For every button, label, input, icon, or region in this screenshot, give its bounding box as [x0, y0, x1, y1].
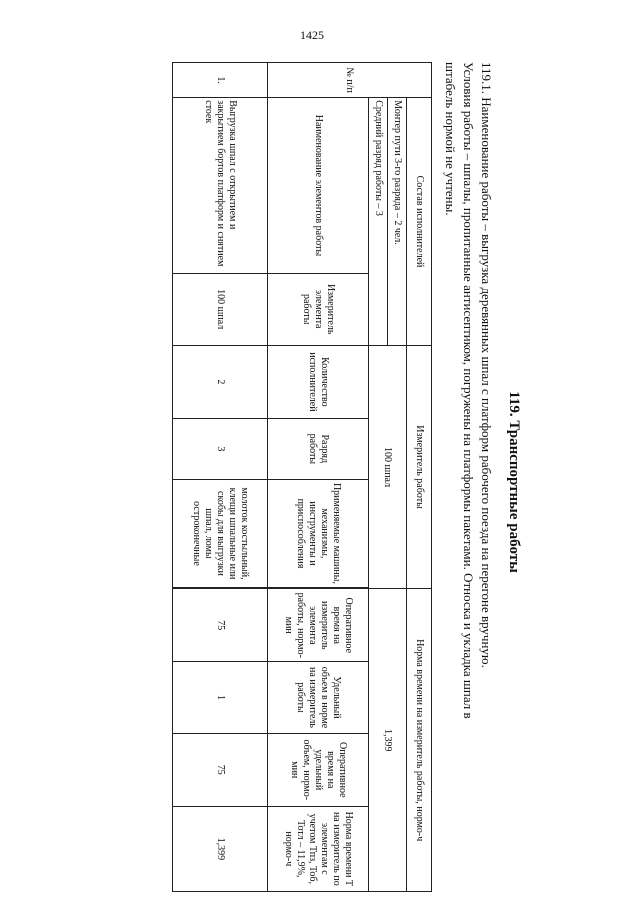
rotated-content [102, 62, 522, 902]
row-op-adj: 75 [173, 733, 268, 806]
hdr-tools: Применяемые машины, механизмы, инструменты и приспособления [268, 479, 369, 588]
hdr-no: № п/п [268, 63, 432, 98]
page-number: 1425 [300, 28, 324, 42]
intro-line-3: штабель нормой не учтены. [443, 62, 458, 216]
hdr-op-adj: Оперативное время на удельный объем, нормо-мин [268, 733, 369, 806]
hdr-norm: Норма времени на измеритель работы, нормо-ч [407, 589, 432, 892]
table-row [173, 63, 268, 892]
norm-table [172, 62, 432, 892]
hdr-op-el: Оперативное время на измеритель элемента работы, нормо-мин [268, 589, 369, 662]
norm-value: 1,399 [369, 589, 407, 892]
row-op-el: 75 [173, 589, 268, 662]
intro-line-2: Условия работы – шпалы, пропитанные антисептиком, погружены на платформы пакетами. Относка и укладка шпал в [461, 62, 476, 719]
hdr-element: Наименование элементов работы [268, 98, 369, 273]
row-tools: молоток костыльный, клещи шпальные или скобы для выгрузки шпал, ломы остроконечные [173, 479, 268, 588]
hdr-work-meter: Измеритель работы [407, 345, 432, 589]
row-norm-el: 1,399 [173, 806, 268, 891]
staff-line-2: Средний разряд работы – 3 [369, 98, 388, 345]
row-grade: 3 [173, 419, 268, 479]
hdr-count: Количество исполнителей [268, 345, 369, 418]
row-unit-vol: 1 [173, 662, 268, 734]
row-element: Выгрузка шпал с открытием и закрытием бортов платформ и снятием стоек [173, 98, 268, 273]
work-meter-value: 100 шпал [369, 345, 407, 589]
hdr-unit-vol: Удельный объем в норме на измеритель работы [268, 662, 369, 734]
row-el-meter: 100 шпал [173, 273, 268, 345]
row-count: 2 [173, 345, 268, 418]
row-no: 1. [173, 63, 268, 98]
hdr-staff: Состав исполнителей [407, 98, 432, 345]
hdr-grade: Разряд работы [268, 419, 369, 479]
intro-line-1: 119.1. Наименование работы – выгрузка деревянных шпал с платформ рабочего поезда на перегоне вручную. [479, 62, 494, 668]
hdr-el-meter: Измеритель элемента работы [268, 273, 369, 345]
hdr-norm-el: Норма времени Т на измеритель по элементам с учетом Тпз, Тоб, Тотл – 11,9%, нормо-ч [268, 806, 369, 891]
section-title: 119. Транспортные работы [506, 391, 522, 573]
staff-line-1: Монтер пути 3-го разряда – 2 чел. [388, 98, 407, 345]
